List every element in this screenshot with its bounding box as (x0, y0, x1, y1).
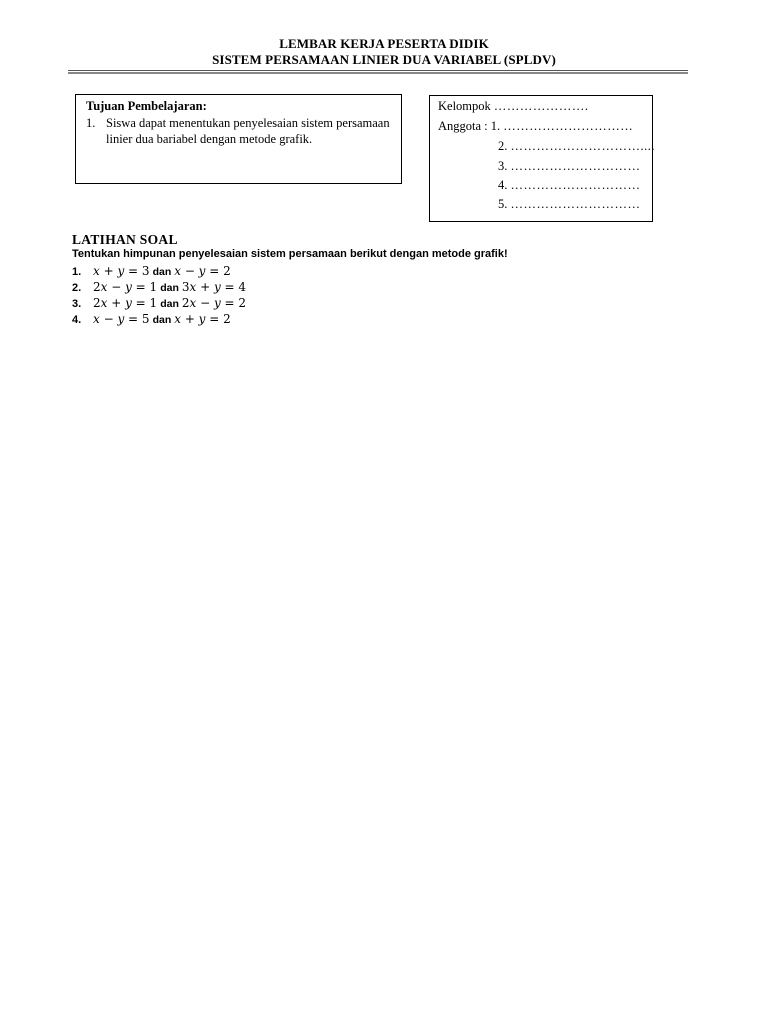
objective-number: 1. (86, 115, 96, 130)
exercises-instruction: Tentukan himpunan penyelesaian sistem persamaan berikut dengan metode grafik! (72, 248, 508, 260)
header-divider (68, 70, 688, 74)
anggota-line-4 (498, 178, 641, 193)
anggota-line-2 (498, 139, 655, 154)
problem-number: 2. (72, 282, 82, 294)
problem-item (72, 280, 246, 294)
connector-word: dan (160, 282, 179, 294)
equation-1: 2𝑥 − 𝑦 = 1 (93, 280, 158, 294)
kelompok-blank: …………………. (493, 99, 589, 113)
problem-number: 1. (72, 266, 82, 278)
worksheet-title: LEMBAR KERJA PESERTA DIDIK (279, 36, 489, 51)
anggota-line-3 (498, 159, 641, 174)
kelompok-label: Kelompok (438, 99, 491, 113)
member-number: 1. (490, 119, 501, 133)
kelompok-line (438, 99, 589, 114)
member-blank: ………………………….... (510, 139, 655, 153)
equation-1: 2𝑥 + 𝑦 = 1 (93, 296, 158, 310)
problem-item (72, 312, 231, 326)
objectives-heading: Tujuan Pembelajaran: (86, 99, 207, 113)
connector-word: dan (152, 266, 172, 278)
member-blank: ………………………… (510, 197, 641, 211)
connector-word: dan (152, 314, 172, 326)
equation-1: 𝑥 − 𝑦 = 5 (93, 312, 150, 326)
equation-2: 𝑥 + 𝑦 = 2 (174, 312, 231, 326)
anggota-line-5 (498, 197, 641, 212)
exercises-heading: LATIHAN SOAL (72, 232, 178, 247)
member-blank: ………………………… (503, 119, 634, 133)
learning-objectives-box (75, 94, 402, 184)
problem-number: 3. (72, 298, 82, 310)
member-number: 4. (498, 178, 508, 192)
anggota-label: Anggota : (438, 119, 488, 133)
problem-item (72, 264, 231, 278)
group-info-box (429, 95, 653, 222)
objective-item (86, 115, 391, 148)
worksheet-subtitle: SISTEM PERSAMAAN LINIER DUA VARIABEL (SPLDV) (212, 52, 556, 67)
connector-word: dan (160, 298, 179, 310)
equation-2: 3𝑥 + 𝑦 = 4 (181, 280, 247, 294)
member-number: 5. (498, 197, 508, 211)
problem-item (72, 296, 246, 310)
problem-number: 4. (72, 314, 82, 326)
equation-2: 2𝑥 − 𝑦 = 2 (181, 296, 247, 310)
member-blank: ………………………… (510, 178, 641, 192)
equation-1: 𝑥 + 𝑦 = 3 (93, 264, 150, 278)
member-number: 2. (498, 139, 508, 153)
member-blank: ………………………… (510, 159, 641, 173)
member-number: 3. (498, 159, 508, 173)
equation-2: 𝑥 − 𝑦 = 2 (174, 264, 231, 278)
anggota-line-1 (438, 119, 633, 134)
objective-text: Siswa dapat menentukan penyelesaian sistem persamaan linier dua bariabel dengan metode grafik. (106, 115, 390, 146)
